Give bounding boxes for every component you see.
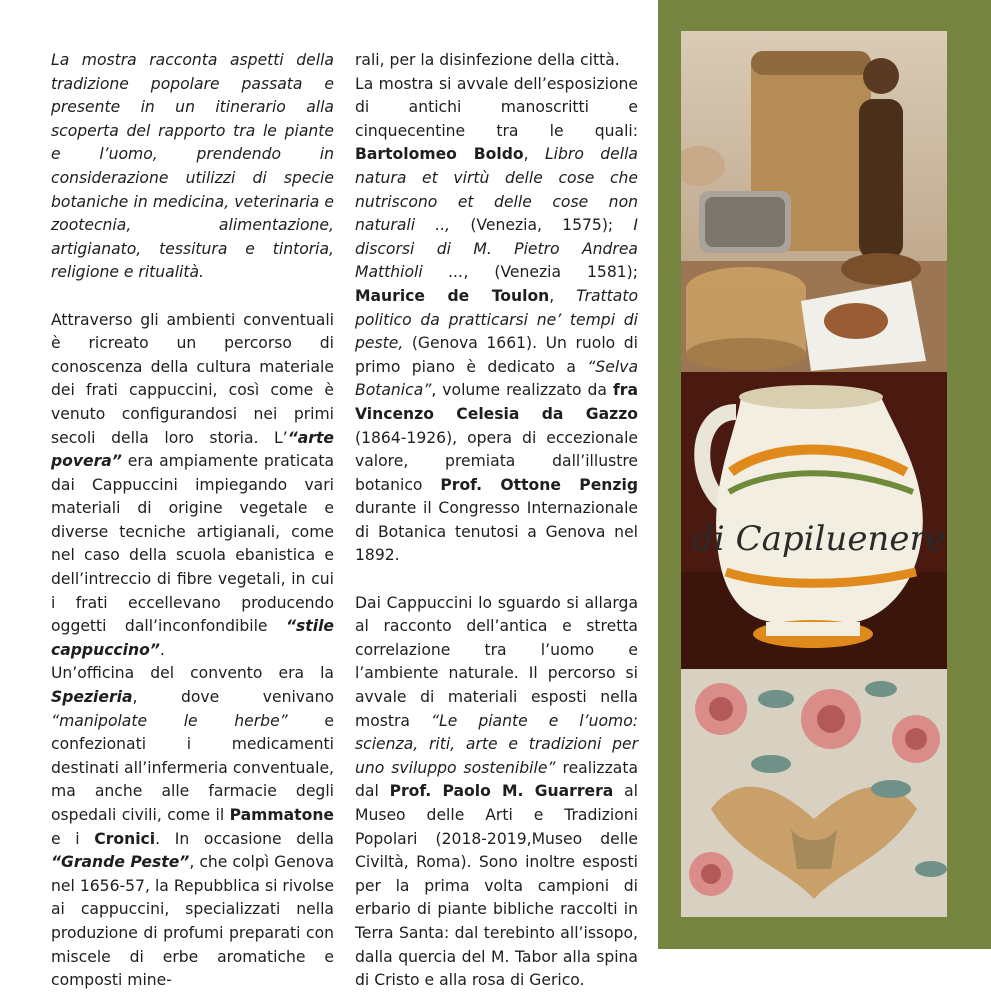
jug-inscription: di Capiluenere: [692, 519, 946, 559]
paragraph-cappuccini-exhibit: Dai Cappuccini lo sguardo si allarga al racconto dell’antica e stretta correlazione tra l’uomo e l’ambiente naturale. Il percorso si avvale di materiali esposti nella mostra “Le piante e l’uomo: scienza, riti, arte e tradizioni per uno sviluppo sostenibile” realizzata dal Prof. Paolo M. Guarrera al Museo delle Arti e Tradizioni Popolari (2018-2019,Museo delle Civiltà, Roma). Sono inoltre esposti per la prima volta campioni di erbario di piante bibliche raccolti in Terra Santa: dal terebinto all’issopo, dalla quercia del M. Tabor alla spina di Cristo e alla rosa di Gerico.: [355, 593, 638, 990]
photo-majolica-jug: [681, 372, 947, 669]
paragraph-continuation: rali, per la disinfezione della città.: [355, 51, 620, 69]
intro-paragraph: La mostra racconta aspetti della tradizione popolare passata e presente in un itinerario alla scoperta del rapporto tra le piante e l’uomo, prendendo in considerazione utilizzi di specie botaniche in medicina, veterinaria e zootecnia, alimentazione, artigianato, tessitura e tintoria, religione e ritualità.: [51, 51, 334, 282]
paragraph-arte-povera: Attraverso gli ambienti conventuali è ricreato un percorso di conoscenza della cultura materiale dei frati cappuccini, così come è venuto configurandosi nei primi secoli della loro storia. L’“arte povera” era ampiamente praticata dai Cappuccini impiegando vari materiali di origine vegetale e diverse tecniche artigianali, come nel caso della scuola ebanistica e dell’intreccio di fibre vegetali, in cui i frati eccellevano producendo oggetti dall’inconfondibile “stile cappuccino”.: [51, 310, 334, 659]
paragraph-manuscripts: La mostra si avvale dell’esposizione di antichi manoscritti e cinquecentine tra le quali: Bartolomeo Boldo, Libro della natura et virtù delle cose che nutriscono et delle cose non naturali .., (Venezia, 1575); I discorsi di M. Pietro Andrea Matthioli ..., (Venezia 1581); Maurice de Toulon, Trattato politico da pratticarsi ne’ tempi di peste, (Genova 1661). Un ruolo di primo piano è dedicato a “Selva Botanica”, volume realizzato da fra Vincenzo Celesia da Gazzo (1864-1926), opera di eccezionale valore, premiata dall’illustre botanico Prof. Ottone Penzig durante il Congresso Internazionale di Botanica tenutosi a Genova nel 1892.: [355, 74, 638, 565]
text-column-left: [51, 49, 334, 993]
photo-embroidered-fabric: [681, 669, 947, 917]
photo-friar-statuette: [681, 31, 947, 372]
text-column-middle: [355, 49, 638, 993]
paragraph-spezieria: Un’officina del convento era la Spezieria, dove venivano “manipolate le herbe” e confezionati i medicamenti destinati all’infermeria conventuale, ma anche alle farmacie degli ospedali civili, come il Pammatone e i Cronici. In occasione della “Grande Peste”, che colpì Genova nel 1656-57, la Repubblica si rivolse ai cappuccini, specializzati nella produzione di profumi preparati con miscele di erbe aromatiche e composti mine-: [51, 664, 334, 990]
